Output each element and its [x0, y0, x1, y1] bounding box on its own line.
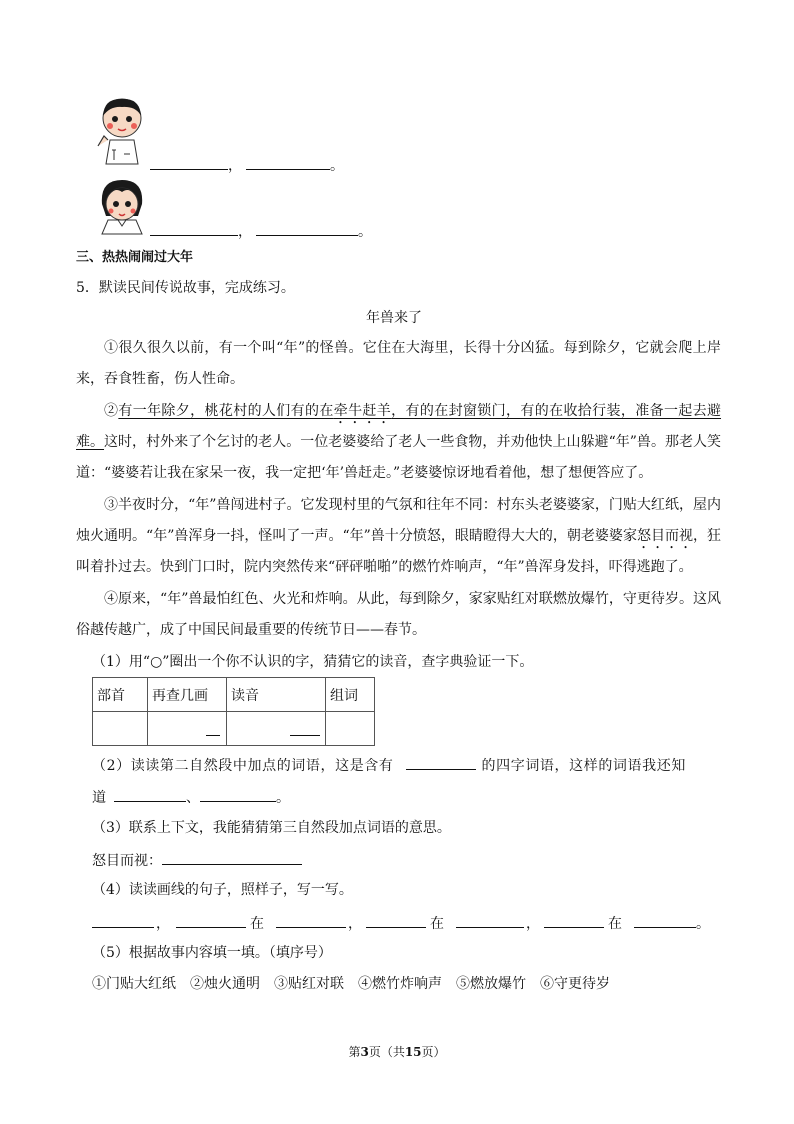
- footer-page: 3: [360, 1045, 369, 1059]
- p2-dotted-word: 牵牛赶羊: [333, 403, 392, 419]
- paragraph-4: [76, 584, 721, 646]
- table-cell-strokes[interactable]: [148, 712, 227, 746]
- option-5: ⑤燃放爆竹: [456, 976, 526, 992]
- sub4-blank-5[interactable]: [456, 912, 524, 928]
- table-header-pronunciation: 读音: [227, 678, 326, 712]
- question-5-intro: 5．默读民间传说故事，完成练习。: [76, 280, 295, 296]
- table-header-strokes: 再查几画: [148, 678, 227, 712]
- sub4-blank-2[interactable]: [176, 912, 246, 928]
- sub-question-4: （4）读读画线的句子，照样子，写一写。: [92, 882, 353, 898]
- p2-underlined-a: 有一年除夕，桃花村的人们有的在: [118, 403, 334, 419]
- pronunciation-blank: [290, 735, 320, 736]
- sub-question-3: （3）联系上下文，我能猜猜第三自然段加点词语的意思。: [92, 820, 451, 836]
- table-cell-pronunciation[interactable]: [227, 712, 326, 746]
- sub-question-4-answer: [92, 912, 710, 934]
- page-footer: [0, 1043, 794, 1060]
- p3-text-a: ③半夜时分，“年”兽闯进村子。它发现村里的气氛和往年不同：村东头老婆婆家，门贴大红纸，屋内烛火通明。“年”兽浑身一抖，怪叫了一声。“年”兽十分愤怒，眼睛瞪得大大的，朝老婆婆家: [76, 497, 721, 544]
- girl-comma: ，: [238, 224, 252, 240]
- sub2-text-b: 的四字词语，这样的词语我还知: [481, 758, 686, 774]
- boy-avatar-icon: [94, 94, 150, 166]
- sub4-comma-2: ，: [348, 916, 362, 932]
- p3-dotted-word: 怒目而视: [636, 528, 693, 544]
- paragraph-2: [76, 396, 721, 489]
- option-6: ⑥守更待岁: [540, 976, 610, 992]
- p2-rest: 这时，村外来了个乞讨的老人。一位老婆婆给了老人一些食物，并劝他快上山躲避“年”兽。那老人笑道：“婆婆若让我在家呆一夜，我一定把‘年’兽赶走。”老婆婆惊讶地看着他，想了想便答应了。: [76, 434, 722, 481]
- footer-post: 页）: [421, 1045, 446, 1059]
- sub-question-1: （1）用“○”圈出一个你不认识的字，猜猜它的读音，查字典验证一下。: [92, 654, 534, 670]
- footer-mid: 页（共: [368, 1045, 405, 1059]
- paragraph-3: [76, 490, 721, 583]
- sub3-label: 怒目而视：: [92, 853, 162, 869]
- sub3-blank[interactable]: [162, 849, 302, 865]
- story-title: 年兽来了: [366, 310, 422, 326]
- option-4: ④燃竹炸响声: [358, 976, 442, 992]
- footer-pre: 第: [348, 1045, 361, 1059]
- sub-question-5: （5）根据故事内容填一填。（填序号）: [92, 945, 332, 961]
- table-header-word: 组词: [326, 678, 375, 712]
- sub4-zai-1: 在: [250, 916, 264, 932]
- sub4-end: 。: [696, 916, 710, 932]
- sub4-blank-1[interactable]: [92, 912, 154, 928]
- sub-question-2-line2: [92, 786, 290, 808]
- table-cell-word[interactable]: [326, 712, 375, 746]
- girl-blank-2[interactable]: [256, 220, 358, 236]
- option-2: ②烛火通明: [190, 976, 260, 992]
- girl-answer-line: [150, 220, 372, 242]
- sub2-blank-1[interactable]: [114, 786, 186, 802]
- footer-total: 15: [404, 1045, 422, 1059]
- dictionary-table: [92, 677, 375, 746]
- girl-blank-1[interactable]: [150, 220, 238, 236]
- sub-question-3-answer: [92, 849, 302, 871]
- option-1: ①门贴大红纸: [92, 976, 176, 992]
- p2-underlined-b: ，有的在封窗锁门，有的在收拾行装，准备一起去避难。: [76, 403, 722, 450]
- sub4-zai-3: 在: [608, 916, 622, 932]
- sub-question-5-options: [92, 974, 610, 994]
- sub2-text-a: （2）读读第二自然段中加点的词语，这是含有: [92, 758, 394, 774]
- strokes-blank: [206, 735, 220, 736]
- table-header-radical: 部首: [93, 678, 148, 712]
- boy-blank-1[interactable]: [150, 154, 228, 170]
- sub2-blank-type[interactable]: [406, 754, 476, 770]
- paragraph-1: [76, 333, 721, 395]
- sub4-comma-1: ，: [156, 916, 170, 932]
- boy-blank-2[interactable]: [246, 154, 330, 170]
- girl-period: 。: [358, 224, 372, 240]
- sub2-end: 。: [276, 790, 290, 806]
- section-three-title: 三、热热闹闹过大年: [76, 250, 194, 265]
- table-cell-radical[interactable]: [93, 712, 148, 746]
- sub4-blank-6[interactable]: [544, 912, 604, 928]
- boy-answer-line: [150, 154, 344, 176]
- p3-text-b: ，狂叫着扑过去。快到门口时，院内突然传来“砰砰啪啪”的燃竹炸响声，“年”兽浑身发抖，吓得逃跑了。: [76, 528, 721, 575]
- option-3: ③贴红对联: [274, 976, 344, 992]
- boy-period: 。: [330, 158, 344, 174]
- sub4-zai-2: 在: [430, 916, 444, 932]
- sub2-blank-2[interactable]: [200, 786, 276, 802]
- sub4-blank-4[interactable]: [366, 912, 426, 928]
- paragraph-4-text: ④原来，“年”兽最怕红色、火光和炸响。从此，每到除夕，家家贴红对联燃放爆竹，守更待岁。这风俗越传越广，成了中国民间最重要的传统节日——春节。: [76, 591, 721, 638]
- boy-comma: ，: [228, 158, 242, 174]
- sub2-text-c: 道: [92, 790, 106, 806]
- p2-lead: ②: [104, 403, 119, 419]
- sub4-comma-3: ，: [526, 916, 540, 932]
- girl-avatar-icon: [94, 176, 150, 236]
- paragraph-1-text: ①很久很久以前，有一个叫“年”的怪兽。它住在大海里，长得十分凶猛。每到除夕，它就会爬上岸来，吞食牲畜，伤人性命。: [76, 340, 721, 387]
- sub4-blank-7[interactable]: [634, 912, 696, 928]
- sub4-blank-3[interactable]: [276, 912, 346, 928]
- sub2-sep: 、: [186, 790, 200, 806]
- sub-question-2: [92, 754, 686, 776]
